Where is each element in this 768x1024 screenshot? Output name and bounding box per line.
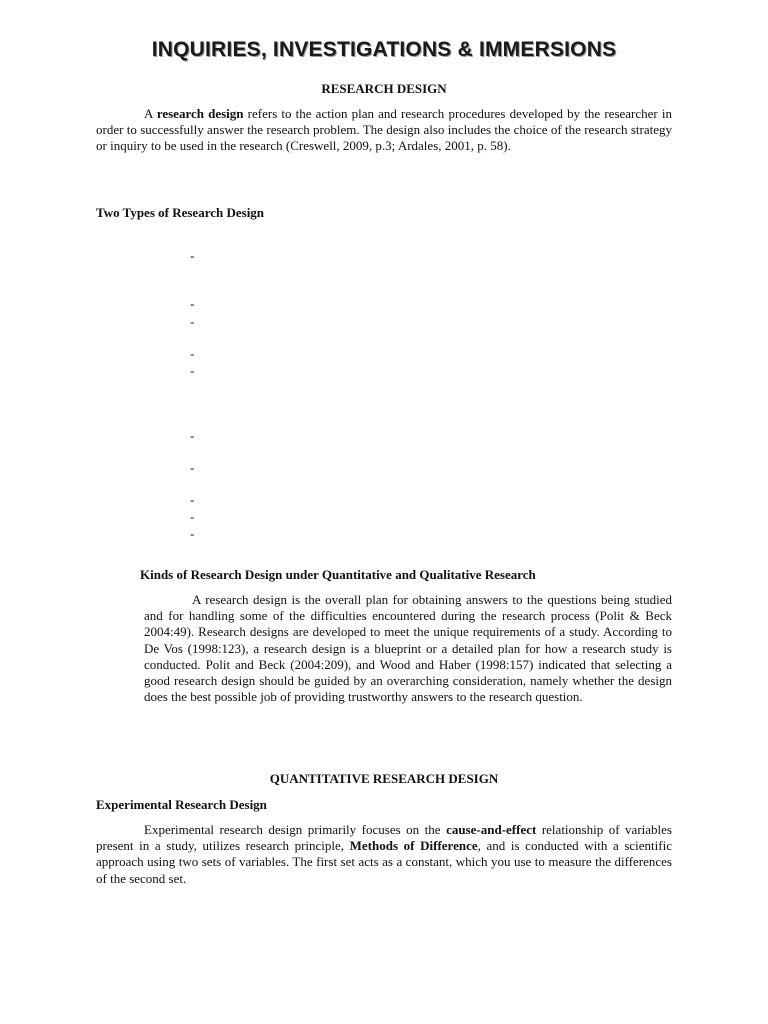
- kinds-paragraph: A research design is the overall plan for obtaining answers to the questions being studied and for handling some of the difficulties encountered during the research process (Polit & Beck 2004:49). Research designs are developed to meet the unique requirements of a study. According to De Vos (1998:123), a research design is a blueprint or a detailed plan for how a research study is conducted. Polit and Beck (2004:209), and Wood and Haber (1998:157) indicated that selecting a good research design should be guided by an overarching consideration, namely whether the design does the best possible job of providing trustworthy answers to the research question.: [144, 592, 672, 705]
- experimental-text-c: , and is conducted with a scientific approach using two sets of variables. The first set acts as a constant, which you use to measure the differences of the second set.: [96, 838, 672, 886]
- cause-effect-term: cause-and-effect: [446, 822, 537, 837]
- paragraph-body: refers to the action plan and research procedures developed by the researcher in order to successfully answer the research problem. The design also includes the choice of the research strategy or inquiry to be used in the research (Creswell, 2009, p.3; Ardales, 2001, p. 58).: [96, 106, 672, 154]
- list-bullet: -: [190, 526, 195, 541]
- section-heading-research-design: RESEARCH DESIGN: [321, 81, 447, 96]
- list-bullet: -: [190, 492, 195, 507]
- list-bullet: -: [190, 460, 195, 475]
- quantitative-heading: QUANTITATIVE RESEARCH DESIGN: [269, 771, 499, 786]
- list-bullet: -: [190, 363, 195, 378]
- kinds-heading: Kinds of Research Design under Quantitative and Qualitative Research: [140, 567, 536, 582]
- list-bullet: -: [190, 314, 195, 329]
- page-title: INQUIRIES, INVESTIGATIONS & IMMERSIONS: [151, 38, 617, 61]
- paragraph-lead: A: [144, 106, 157, 121]
- list-bullet: -: [190, 428, 195, 443]
- two-types-heading: Two Types of Research Design: [96, 205, 265, 220]
- list-bullet: -: [190, 509, 195, 524]
- research-design-term: research design: [156, 106, 244, 121]
- methods-of-difference-term: Methods of Difference: [349, 838, 478, 854]
- research-design-paragraph: [96, 106, 672, 155]
- experimental-text-a: Experimental research design primarily focuses on the: [144, 822, 447, 837]
- list-bullet: -: [190, 248, 195, 263]
- experimental-paragraph: [96, 822, 672, 887]
- experimental-text-b: relationship of variables present in a study, utilizes research principle,: [96, 822, 672, 854]
- experimental-heading: Experimental Research Design: [96, 797, 267, 812]
- list-bullet: -: [190, 346, 195, 361]
- list-bullet: -: [190, 296, 195, 311]
